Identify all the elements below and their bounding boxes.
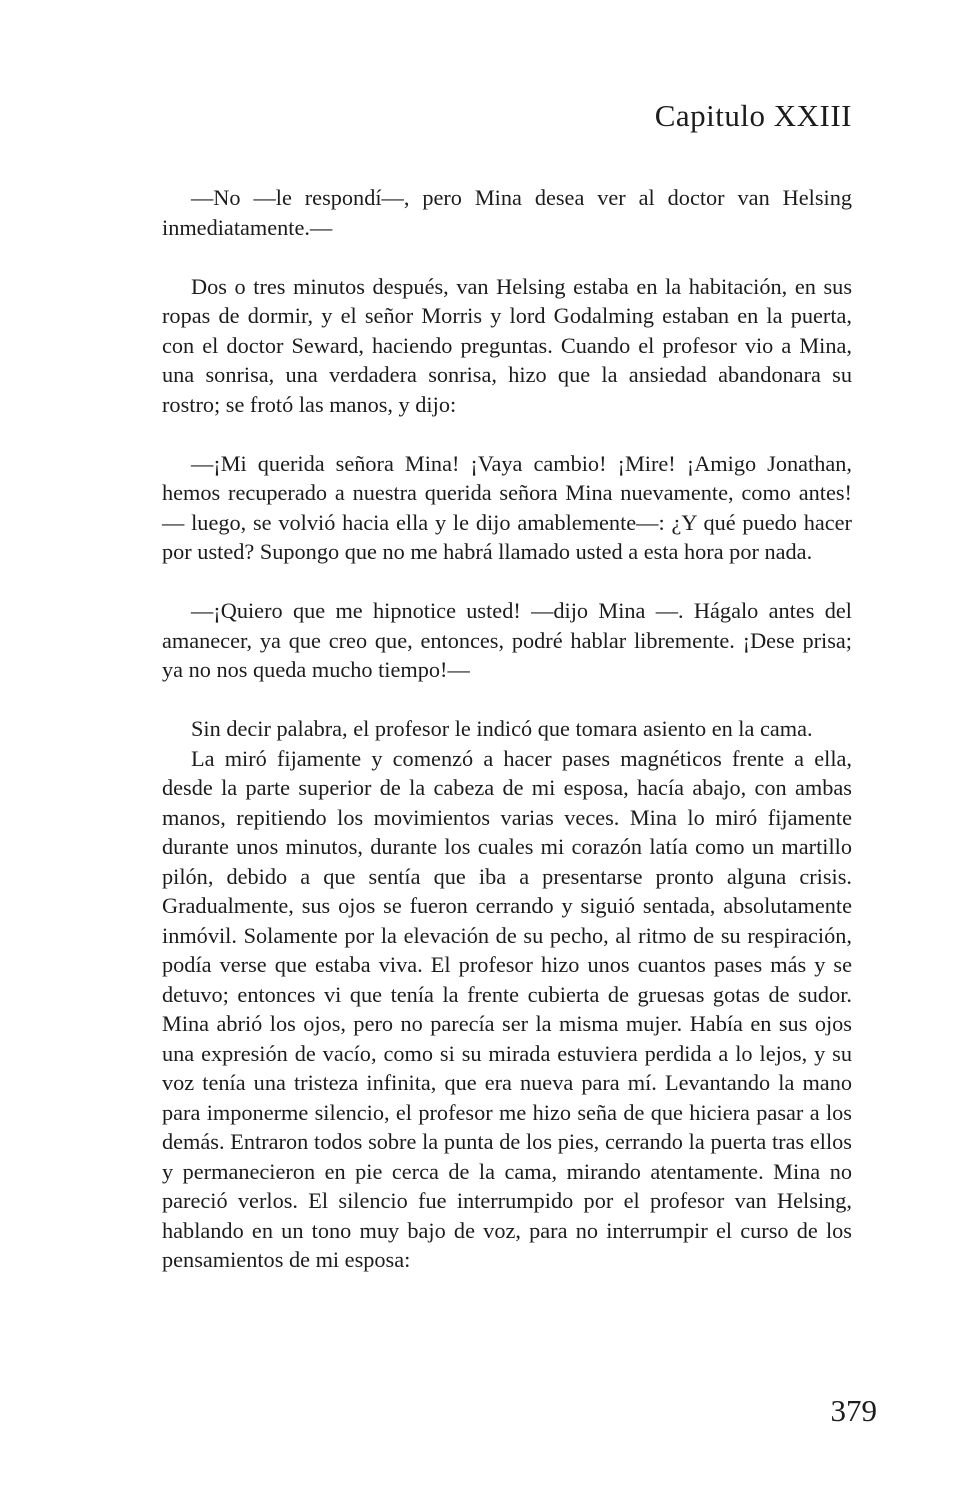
- paragraph: —No —le respondí—, pero Mina desea ver al doctor van Helsing inmediatamente.—: [162, 185, 852, 240]
- body-text: [162, 183, 852, 1275]
- paragraph: Dos o tres minutos después, van Helsing estaba en la habitación, en sus ropas de dormir, y el señor Morris y lord Godalming estaban en la puerta, con el doctor Seward, haciendo preguntas. Cuando el profesor vio a Mina, una sonrisa, una verdadera sonrisa, hizo que la ansiedad abandonara su rostro; se frotó las manos, y dijo:: [162, 273, 852, 417]
- page-number: 379: [830, 1393, 877, 1428]
- chapter-title: Capitulo XXIII: [654, 98, 852, 133]
- paragraph: —¡Mi querida señora Mina! ¡Vaya cambio! ¡Mire! ¡Amigo Jonathan, hemos recuperado a nuestra querida señora Mina nuevamente, como antes! — luego, se volvió hacia ella y le dijo amablemente—: ¿Y qué puedo hacer por usted? Supongo que no me habrá llamado usted a esta hora por nada.: [162, 450, 852, 564]
- paragraph: La miró fijamente y comenzó a hacer pases magnéticos frente a ella, desde la parte superior de la cabeza de mi esposa, hacía abajo, con ambas manos, repitiendo los movimientos varias veces. Mina lo miró fijamente durante unos minutos, durante los cuales mi corazón latía como un martillo pilón, debido a que sentía que iba a presentarse pronto alguna crisis. Gradualmente, sus ojos se fueron cerrando y siguió sentada, absolutamente inmóvil. Solamente por la elevación de su pecho, al ritmo de su respiración, podía verse que estaba viva. El profesor hizo unos cuantos pases más y se detuvo; entonces vi que tenía la frente cubierta de gruesas gotas de sudor. Mina abrió los ojos, pero no parecía ser la misma mujer. Había en sus ojos una expresión de vacío, como si su mirada estuviera perdida a lo lejos, y su voz tenía una tristeza infinita, que era nueva para mí. Levantando la mano para imponerme silencio, el profesor me hizo seña de que hiciera pasar a los demás. Entraron todos sobre la punta de los pies, cerrando la puerta tras ellos y permanecieron en pie cerca de la cama, mirando atentamente. Mina no pareció verlos. El silencio fue interrumpido por el profesor van Helsing, hablando en un tono muy bajo de voz, para no interrumpir el curso de los pensamientos de mi esposa:: [162, 745, 852, 1272]
- paragraph: Sin decir palabra, el profesor le indicó que tomara asiento en la cama.: [191, 716, 813, 741]
- paragraph: —¡Quiero que me hipnotice usted! —dijo Mina —. Hágalo antes del amanecer, ya que creo que, entonces, podré hablar libremente. ¡Dese prisa; ya no nos queda mucho tiempo!—: [162, 598, 852, 682]
